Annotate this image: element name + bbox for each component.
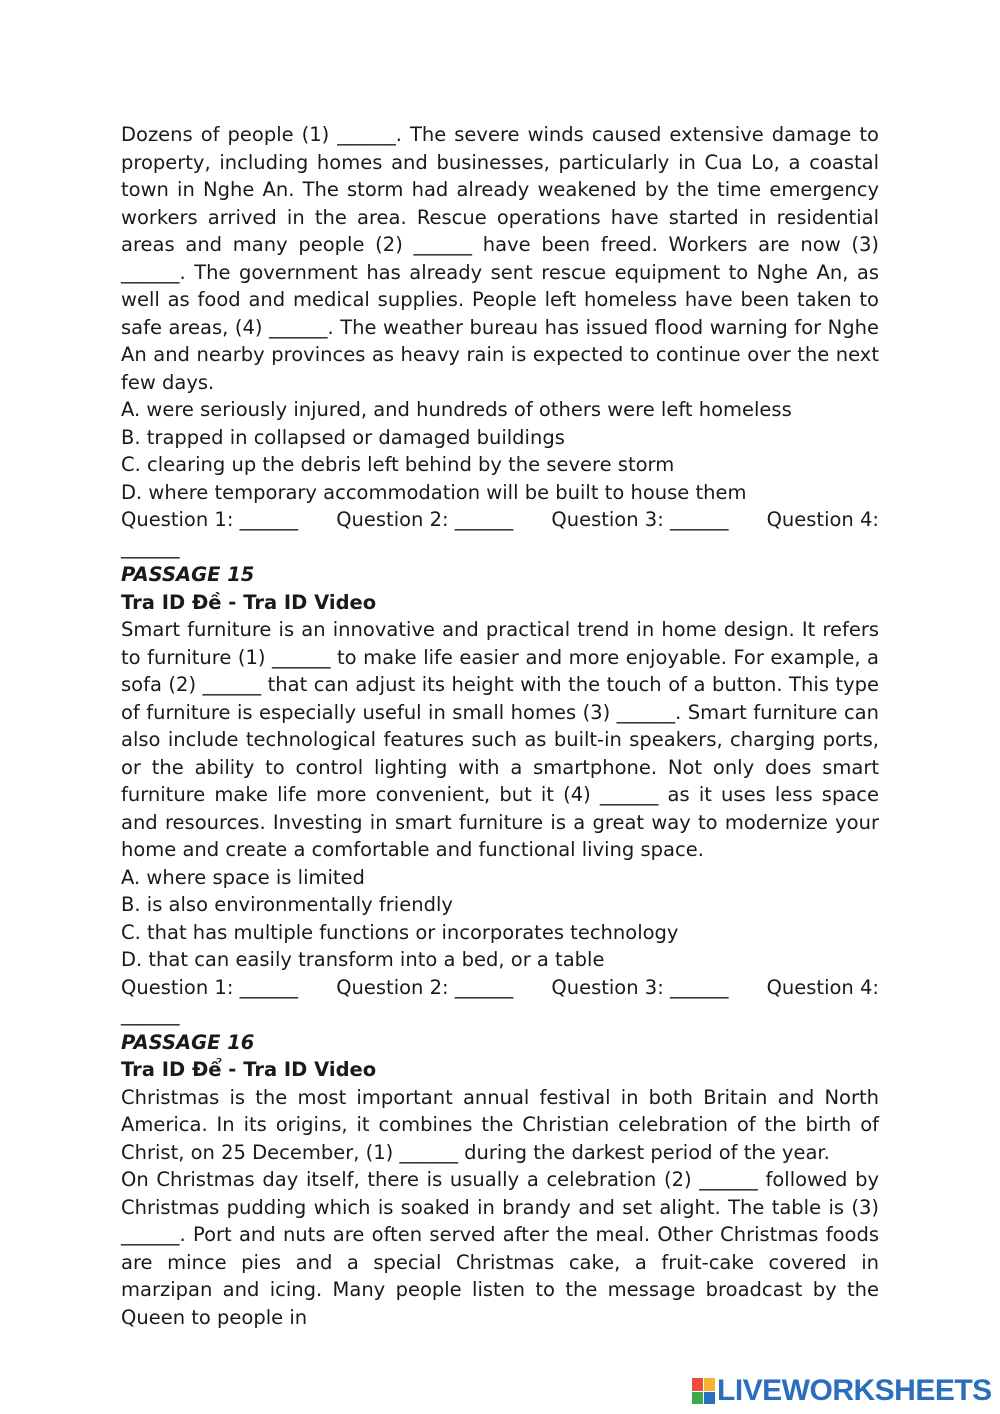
logo-square-blue — [704, 1392, 715, 1405]
passage-14-question-row — [121, 506, 879, 534]
liveworksheets-logo — [692, 1374, 992, 1408]
passage-14-question-4[interactable]: Question 4: — [766, 508, 879, 531]
passage-15-option-c: C. that has multiple functions or incorporates technology — [121, 920, 679, 944]
liveworksheets-logo-icon — [692, 1378, 714, 1404]
passage-15-option-a: A. where space is limited — [121, 865, 365, 889]
passage-15-question-1[interactable]: Question 1: ______ — [121, 975, 299, 999]
passage-14-question-1[interactable]: Question 1: ______ — [121, 508, 299, 531]
logo-square-green — [692, 1392, 703, 1405]
passage-15-option-d: D. that can easily transform into a bed, or a table — [121, 948, 605, 971]
passage-15-subtitle: Tra ID Đề - Tra ID Video — [121, 590, 377, 614]
passage-14-option-d: D. where temporary accommodation will be built to house them — [121, 480, 747, 504]
passage-15-text: Smart furniture is an innovative and practical trend in home design. It refers to furniture (1) ______ to make life easier and more enjoyable. For example, a sofa (2) ______ that can adjust its height with the touch of a button. This type of furniture is especially useful in small homes (3) ______. Smart furniture can also include technological features such as built-in speakers, charging ports, or the ability to control lighting with a smartphone. Not only does smart furniture make life more convenient, but it (4) ______ as it uses less space and resources. Investing in smart furniture is a great way to modernize your home and create a comfortable and functional living space. — [121, 618, 879, 861]
passage-15-option-b: B. is also environmentally friendly — [121, 893, 453, 916]
passage-14-option-a: A. were seriously injured, and hundreds of others were left homeless — [121, 398, 792, 421]
passage-15-question-2[interactable]: Question 2: ______ — [336, 975, 514, 999]
logo-text: LIVEWORKSHEETS — [717, 1374, 992, 1407]
passage-16-subtitle: Tra ID Để - Tra ID Video — [121, 1058, 377, 1081]
passage-14-question-3[interactable]: Question 3: ______ — [551, 508, 729, 531]
passage-14-text: Dozens of people (1) ______. The severe winds caused extensive damage to property, including homes and businesses, particularly in Cua Lo, a coastal town in Nghe An. The storm had already weakened by the time emergency workers arrived in the area. Rescue operations have started in residential areas and many people (2) ______ have been freed. Workers are now (3) ______. The government has already sent rescue equipment to Nghe An, as well as food and medical supplies. People left homeless have been taken to safe areas, (4) ______. The weather bureau has issued flood warning for Nghe An and nearby provinces as heavy rain is expected to continue over the next few days. — [121, 123, 879, 394]
passage-16-paragraph-1: Christmas is the most important annual festival in both Britain and North America. In its origins, it combines the Christian celebration of the birth of Christ, on 25 December, (1) ______ during the darkest period of the year. — [121, 1085, 879, 1164]
passage-15-question-3[interactable]: Question 3: ______ — [551, 975, 729, 999]
logo-square-yellow — [704, 1378, 715, 1391]
passage-15-title: PASSAGE 15 — [121, 563, 255, 586]
passage-14-option-c: C. clearing up the debris left behind by the severe storm — [121, 453, 675, 476]
passage-14-option-b: B. trapped in collapsed or damaged buildings — [121, 425, 565, 449]
passage-16-paragraph-2: On Christmas day itself, there is usually a celebration (2) ______ followed by Christmas pudding which is soaked in brandy and set alight. The table is (3) ______. Port and nuts are often served after the meal. Other Christmas foods are mince pies and a special Christmas cake, a fruit-cake covered in marzipan and icing. Many people listen to the message broadcast by the Queen to people in — [121, 1168, 879, 1329]
passage-14-question-4-blank[interactable]: ______ — [121, 535, 180, 559]
passage-15-question-4-blank[interactable]: ______ — [121, 1003, 180, 1026]
passage-15-question-row — [121, 974, 879, 1002]
passage-16-title: PASSAGE 16 — [121, 1030, 255, 1054]
passage-14-question-2[interactable]: Question 2: ______ — [336, 508, 514, 531]
passage-15-question-4[interactable]: Question 4: — [766, 975, 879, 999]
worksheet-page — [121, 121, 879, 1331]
logo-square-red — [692, 1378, 703, 1391]
